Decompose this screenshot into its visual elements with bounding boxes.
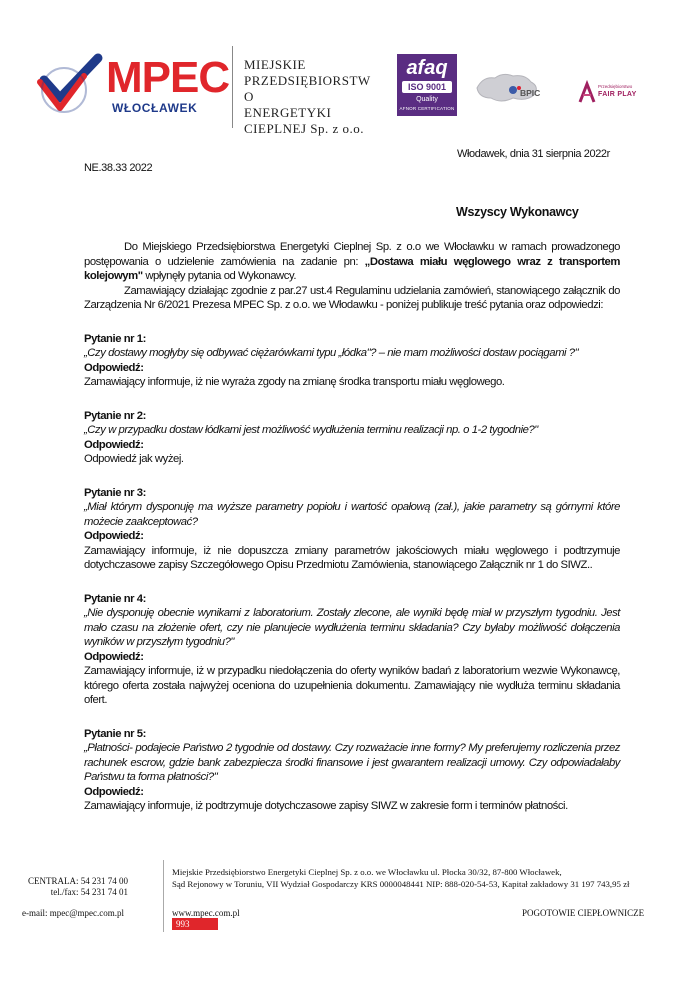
bpic-label: BPIC — [520, 88, 541, 98]
answer-text: Odpowiedź jak wyżej. — [84, 453, 184, 465]
intro-text-end: wpłynęły pytania od Wykonawcy. — [142, 270, 297, 282]
answer-label: Odpowiedź: — [84, 438, 144, 451]
document-date: Włodawek, dnia 31 sierpnia 2022r — [457, 148, 610, 160]
central-phone: CENTRALA: 54 231 74 00 — [28, 876, 128, 886]
question-block-5 — [84, 727, 620, 814]
answer-label: Odpowiedź: — [84, 650, 144, 663]
afaq-cert: AFNOR CERTIFICATION — [399, 106, 455, 111]
question-block-3 — [84, 486, 620, 573]
footer-company — [172, 866, 692, 890]
question-title: Pytanie nr 1: — [84, 332, 146, 345]
question-text: „Czy dostawy mogłyby się odbywać ciężarówkami typu „łódka"? – nie mam możliwości dostaw pociągami ?" — [84, 347, 579, 359]
company-line: CIEPLNEJ Sp. z o.o. — [244, 121, 364, 136]
question-text: „Nie dysponuję obecnie wynikami z laboratorium. Zostały zlecone, ale wyniki będę miał w przyszłym tygodniu. Jest mało czasu na złożenie ofert, czy nie planujecie wydłużenia terminu składania? Czy byłaby możliwość dołączenia wyników w przyszłym tygodniu?" — [84, 607, 620, 648]
header-divider — [232, 46, 233, 128]
question-block-1 — [84, 332, 620, 390]
footer-divider — [163, 860, 164, 932]
intro-text: Do Miejskiego Przedsiębiorstwa Energetyki Cieplnej Sp. z o.o we Włocławku w ramach prowadzonego postępowania o udzielenie zamówienia na zadanie pn: — [84, 241, 620, 268]
question-block-4 — [84, 592, 620, 708]
question-title: Pytanie nr 4: — [84, 592, 146, 605]
telfax: tel./fax: 54 231 74 01 — [50, 887, 128, 897]
bpic-map-icon — [473, 68, 557, 106]
intro-paragraph-2: Zamawiający działając zgodnie z par.27 ust.4 Regulaminu udzielania zamówień, stanowiącego załącznik do Zarządzenia Nr 6/2021 Prezesa MPEC Sp. z o.o. we Włodawku - poniżej publikuje treść pytania oraz odpowiedzi: — [84, 284, 620, 311]
answer-label: Odpowiedź: — [84, 785, 144, 798]
mpec-logo — [36, 53, 230, 118]
recipient: Wszyscy Wykonawcy — [456, 205, 579, 219]
footer-emergency-label: POGOTOWIE CIEPŁOWNICZE — [522, 908, 645, 918]
tender-name: „Dostawa miału węglowego wraz z transportem kolejowym" — [84, 255, 620, 282]
afaq-title: afaq — [406, 57, 448, 79]
document-reference: NE.38.33 2022 — [84, 162, 153, 174]
logo-city: WŁOCŁAWEK — [112, 101, 198, 115]
company-line: PRZEDSIĘBIORSTW — [244, 73, 371, 88]
company-name — [244, 57, 389, 136]
question-title: Pytanie nr 2: — [84, 409, 146, 422]
emergency-number: 993 — [172, 918, 218, 930]
footer-website-link[interactable]: www.mpec.com.pl — [172, 908, 240, 918]
afaq-iso-badge — [397, 54, 457, 116]
footer-company-line: Sąd Rejonowy w Toruniu, VII Wydział Gospodarczy KRS 0000048441 NIP: 888-020-54-53, Kapitał zakładowy 31 197 743,95 zł — [172, 879, 630, 889]
afaq-iso: ISO 9001 — [402, 81, 452, 93]
question-title: Pytanie nr 3: — [84, 486, 146, 499]
company-line: O — [244, 89, 254, 104]
question-text: „Płatności- podajecie Państwo 2 tygodnie od dostawy. Czy rozważacie inne formy? My preferujemy rozliczenia przez rachunek escrow, gdzie bank zabezpiecza środki finansowe i jest gwarantem realizacji umowy. Czy odpowiadałaby Państwu ta forma płatności?" — [84, 742, 620, 783]
document-body — [84, 240, 620, 814]
checkmark-logo-icon — [36, 54, 106, 118]
company-line: ENERGETYKI — [244, 105, 332, 120]
logo-text: MPEC — [106, 53, 230, 102]
fair-play-small: Przedsiębiorstwo — [598, 84, 633, 89]
question-title: Pytanie nr 5: — [84, 727, 146, 740]
answer-text: Zamawiający informuje, iż w przypadku niedołączenia do oferty wyników badań z laboratorium wezwie Wykonawcę, którego oferta została najwyżej oceniona do uzupełnienia dokumentu. Zamawiający nie wydłuża terminu składania ofert. — [84, 665, 620, 706]
answer-text: Zamawiający informuje, iż nie wyraża zgody na zmianę środka transportu miału węglowego. — [84, 376, 505, 388]
fair-play-big: FAIR PLAY — [598, 91, 637, 98]
question-text: „Miał którym dysponuję ma wyższe parametry popiołu i wartość opałową (zał.), jakie parametry są górnymi które możecie zaakceptować? — [84, 501, 620, 528]
company-line: MIEJSKIE — [244, 57, 306, 72]
answer-label: Odpowiedź: — [84, 530, 144, 542]
footer-company-line: Miejskie Przedsiębiorstwo Energetyki Cieplnej Sp. z o.o. we Włocławku ul. Płocka 30/32, 87-800 Włocławek, — [172, 867, 562, 877]
answer-text: Zamawiający informuje, iż nie dopuszcza zmiany parametrów jakościowych miału węglowego i podtrzymuje dotychczasowe zapisy Szczegółowego Opisu Przedmiotu Zamówienia, stanowiącego Załącznik nr 1 do SIWZ.. — [84, 544, 620, 571]
intro-paragraph — [84, 240, 620, 284]
fair-play-badge — [578, 80, 648, 106]
footer-email[interactable]: e-mail: mpec@mpec.com.pl — [22, 908, 125, 918]
footer-phones — [22, 876, 128, 898]
question-text: „Czy w przypadku dostaw łódkami jest możliwość wydłużenia terminu realizacji np. o 1-2 tygodnie?" — [84, 424, 538, 436]
answer-text: Zamawiający informuje, iż podtrzymuje dotychczasowe zapisy SIWZ w zakresie form i terminów płatności. — [84, 800, 568, 812]
afaq-quality: Quality — [416, 96, 438, 103]
answer-label: Odpowiedź: — [84, 361, 144, 374]
fair-play-icon — [578, 82, 596, 104]
question-block-2 — [84, 409, 620, 467]
